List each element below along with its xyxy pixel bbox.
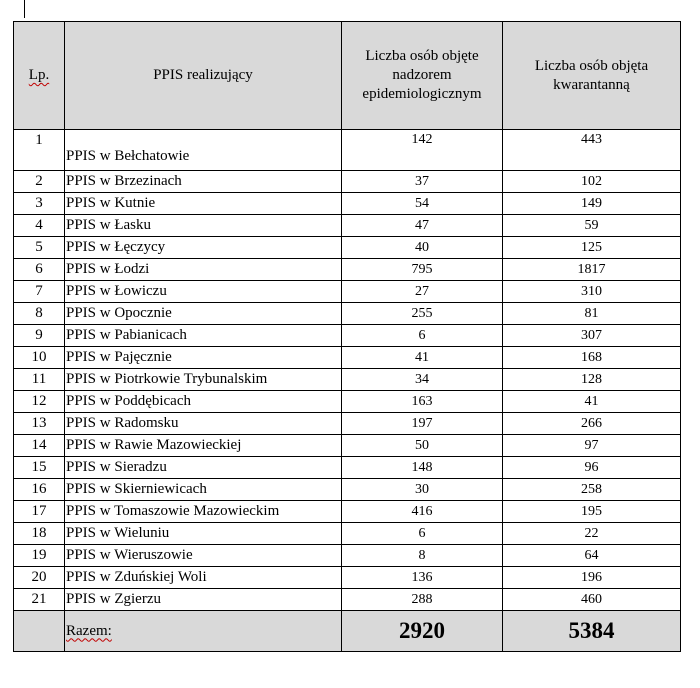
row-lp: 18 bbox=[14, 523, 65, 545]
row-lp: 9 bbox=[14, 325, 65, 347]
row-supervised: 288 bbox=[342, 589, 503, 611]
row-quarantine: 81 bbox=[503, 303, 681, 325]
table-row bbox=[14, 347, 681, 369]
row-lp: 16 bbox=[14, 479, 65, 501]
row-quarantine: 258 bbox=[503, 479, 681, 501]
row-quarantine: 41 bbox=[503, 391, 681, 413]
row-supervised: 34 bbox=[342, 369, 503, 391]
row-supervised: 136 bbox=[342, 567, 503, 589]
row-name: PPIS w Zduńskiej Woli bbox=[65, 567, 342, 589]
header-ppis: PPIS realizujący bbox=[65, 22, 342, 130]
row-lp: 17 bbox=[14, 501, 65, 523]
row-name: PPIS w Łęczycy bbox=[65, 237, 342, 259]
row-name: PPIS w Bełchatowie bbox=[65, 130, 342, 171]
row-quarantine: 1817 bbox=[503, 259, 681, 281]
row-lp: 4 bbox=[14, 215, 65, 237]
row-quarantine: 310 bbox=[503, 281, 681, 303]
row-quarantine: 97 bbox=[503, 435, 681, 457]
row-lp: 6 bbox=[14, 259, 65, 281]
table-row bbox=[14, 589, 681, 611]
row-supervised: 795 bbox=[342, 259, 503, 281]
table-row bbox=[14, 215, 681, 237]
table-row bbox=[14, 391, 681, 413]
table-row bbox=[14, 523, 681, 545]
row-supervised: 37 bbox=[342, 171, 503, 193]
table-row bbox=[14, 193, 681, 215]
header-quarantine: Liczba osób objęta kwarantanną bbox=[503, 22, 681, 130]
row-supervised: 41 bbox=[342, 347, 503, 369]
table-row bbox=[14, 545, 681, 567]
table-row bbox=[14, 369, 681, 391]
row-lp: 8 bbox=[14, 303, 65, 325]
row-supervised: 6 bbox=[342, 325, 503, 347]
row-name: PPIS w Skierniewicach bbox=[65, 479, 342, 501]
table-body bbox=[14, 130, 681, 611]
table-row bbox=[14, 303, 681, 325]
row-name: PPIS w Rawie Mazowieckiej bbox=[65, 435, 342, 457]
row-name: PPIS w Łodzi bbox=[65, 259, 342, 281]
header-supervised: Liczba osób objęte nadzorem epidemiologicznym bbox=[342, 22, 503, 130]
row-quarantine: 149 bbox=[503, 193, 681, 215]
table-row bbox=[14, 259, 681, 281]
row-name: PPIS w Brzezinach bbox=[65, 171, 342, 193]
row-name: PPIS w Piotrkowie Trybunalskim bbox=[65, 369, 342, 391]
table-row bbox=[14, 325, 681, 347]
row-name: PPIS w Pajęcznie bbox=[65, 347, 342, 369]
row-lp: 1 bbox=[14, 130, 65, 171]
row-lp: 21 bbox=[14, 589, 65, 611]
row-name: PPIS w Poddębicach bbox=[65, 391, 342, 413]
table-row bbox=[14, 567, 681, 589]
row-supervised: 255 bbox=[342, 303, 503, 325]
row-supervised: 50 bbox=[342, 435, 503, 457]
row-lp: 15 bbox=[14, 457, 65, 479]
table-row bbox=[14, 435, 681, 457]
table-row bbox=[14, 413, 681, 435]
row-quarantine: 102 bbox=[503, 171, 681, 193]
row-quarantine: 168 bbox=[503, 347, 681, 369]
table-row bbox=[14, 281, 681, 303]
row-lp: 13 bbox=[14, 413, 65, 435]
row-supervised: 30 bbox=[342, 479, 503, 501]
table-row bbox=[14, 237, 681, 259]
table-footer bbox=[14, 611, 681, 652]
row-quarantine: 125 bbox=[503, 237, 681, 259]
row-supervised: 142 bbox=[342, 130, 503, 171]
row-name: PPIS w Wieluniu bbox=[65, 523, 342, 545]
row-quarantine: 307 bbox=[503, 325, 681, 347]
row-quarantine: 195 bbox=[503, 501, 681, 523]
row-lp: 14 bbox=[14, 435, 65, 457]
row-name: PPIS w Opocznie bbox=[65, 303, 342, 325]
total-supervised: 2920 bbox=[342, 611, 503, 652]
row-quarantine: 196 bbox=[503, 567, 681, 589]
row-lp: 7 bbox=[14, 281, 65, 303]
row-supervised: 163 bbox=[342, 391, 503, 413]
total-lp-cell bbox=[14, 611, 65, 652]
row-quarantine: 96 bbox=[503, 457, 681, 479]
table-row bbox=[14, 130, 681, 171]
row-name: PPIS w Łowiczu bbox=[65, 281, 342, 303]
table-header bbox=[14, 22, 681, 130]
row-supervised: 54 bbox=[342, 193, 503, 215]
row-supervised: 148 bbox=[342, 457, 503, 479]
row-supervised: 6 bbox=[342, 523, 503, 545]
total-label: Razem: bbox=[65, 611, 342, 652]
row-lp: 3 bbox=[14, 193, 65, 215]
row-name: PPIS w Sieradzu bbox=[65, 457, 342, 479]
total-quarantine: 5384 bbox=[503, 611, 681, 652]
table-row bbox=[14, 457, 681, 479]
total-row bbox=[14, 611, 681, 652]
row-lp: 19 bbox=[14, 545, 65, 567]
row-supervised: 40 bbox=[342, 237, 503, 259]
row-quarantine: 59 bbox=[503, 215, 681, 237]
header-lp: Lp. bbox=[14, 22, 65, 130]
row-lp: 5 bbox=[14, 237, 65, 259]
table-row bbox=[14, 501, 681, 523]
table-row bbox=[14, 479, 681, 501]
row-quarantine: 266 bbox=[503, 413, 681, 435]
row-lp: 10 bbox=[14, 347, 65, 369]
row-name: PPIS w Tomaszowie Mazowieckim bbox=[65, 501, 342, 523]
ppis-table bbox=[13, 21, 681, 652]
row-lp: 20 bbox=[14, 567, 65, 589]
header-row bbox=[14, 22, 681, 130]
row-name: PPIS w Kutnie bbox=[65, 193, 342, 215]
row-quarantine: 460 bbox=[503, 589, 681, 611]
row-supervised: 416 bbox=[342, 501, 503, 523]
table-row bbox=[14, 171, 681, 193]
row-name: PPIS w Pabianicach bbox=[65, 325, 342, 347]
row-name: PPIS w Radomsku bbox=[65, 413, 342, 435]
row-lp: 2 bbox=[14, 171, 65, 193]
row-lp: 12 bbox=[14, 391, 65, 413]
row-quarantine: 443 bbox=[503, 130, 681, 171]
row-supervised: 47 bbox=[342, 215, 503, 237]
row-quarantine: 22 bbox=[503, 523, 681, 545]
row-lp: 11 bbox=[14, 369, 65, 391]
row-name: PPIS w Zgierzu bbox=[65, 589, 342, 611]
row-quarantine: 128 bbox=[503, 369, 681, 391]
row-supervised: 197 bbox=[342, 413, 503, 435]
row-name: PPIS w Wieruszowie bbox=[65, 545, 342, 567]
row-supervised: 8 bbox=[342, 545, 503, 567]
row-quarantine: 64 bbox=[503, 545, 681, 567]
row-name: PPIS w Łasku bbox=[65, 215, 342, 237]
row-supervised: 27 bbox=[342, 281, 503, 303]
text-cursor-line bbox=[24, 0, 25, 18]
